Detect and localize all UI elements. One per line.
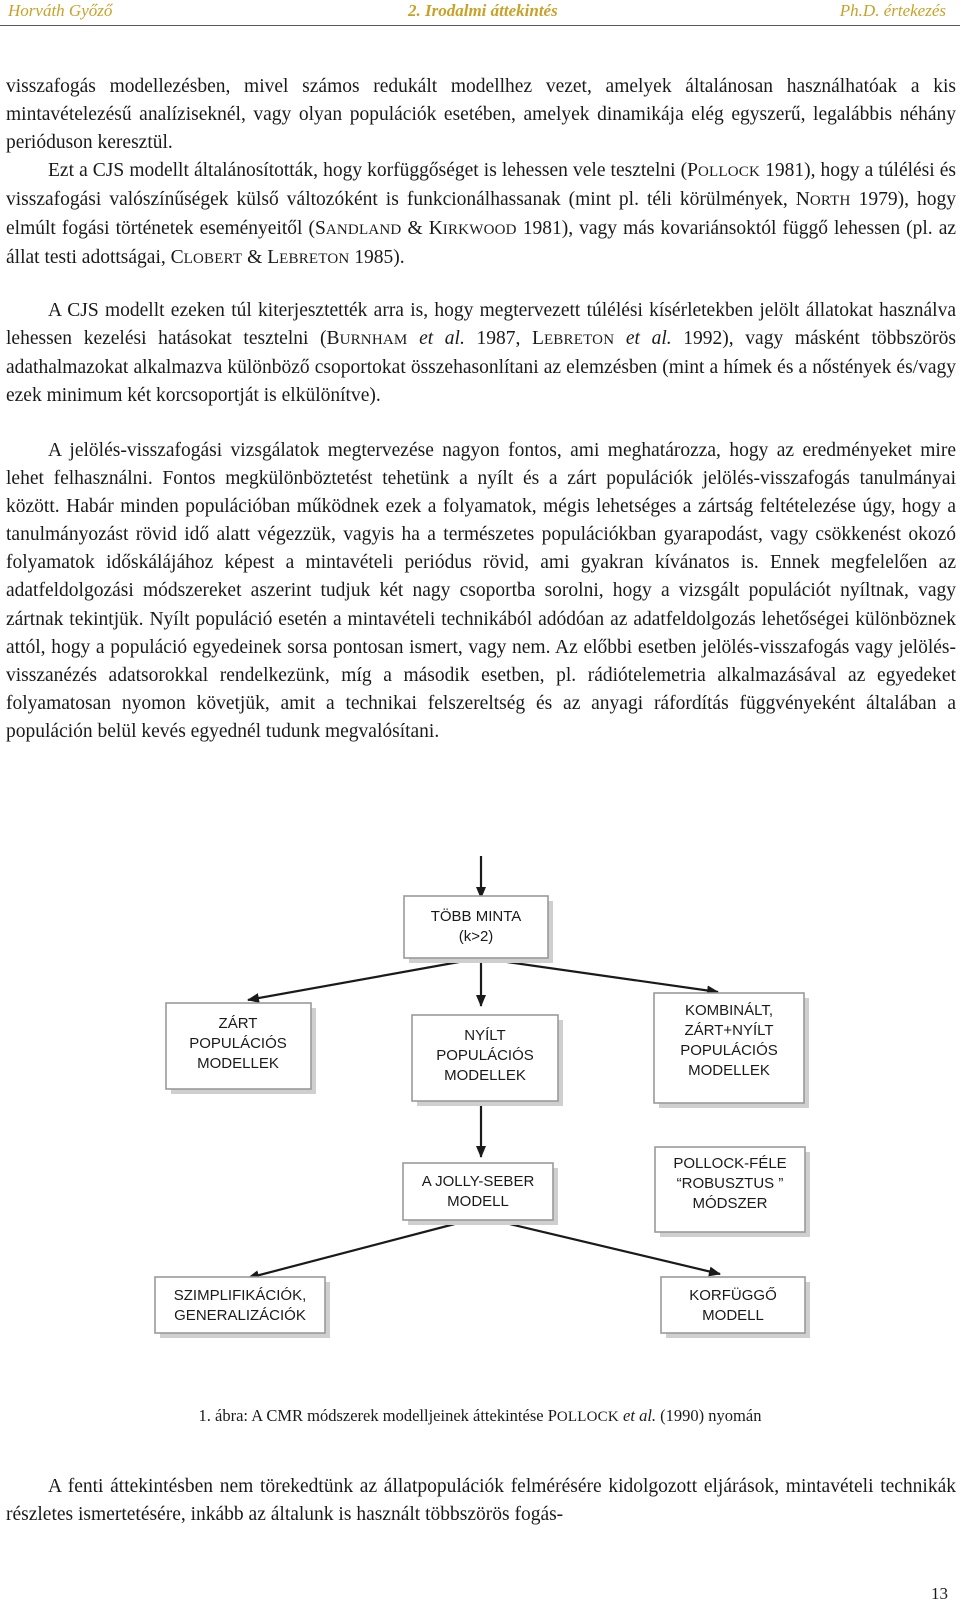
box-szimplifikaciok — [155, 1277, 325, 1333]
label-zart: ZÁRT POPULÁCIÓS MODELLEK — [189, 1015, 287, 1072]
arrow-to-kombinalt — [493, 960, 718, 992]
label-szimplifikaciok: SZIMPLIFIKÁCIÓK, GENERALIZÁCIÓK — [173, 1287, 307, 1324]
box-korfuggo — [661, 1277, 805, 1333]
box-tobb-minta — [404, 896, 548, 958]
header-author: Horváth Győző — [8, 1, 113, 20]
label-korfuggo: KORFÜGGŐ MODELL — [689, 1287, 777, 1324]
label-jolly-seber: A JOLLY-SEBER MODELL — [421, 1173, 535, 1210]
paragraph-2: Ezt a CJS modellt általánosították, hogy korfüggőséget is lehessen vele tesztelni (POLLOCK 1981), hogy a túlélési és visszafogási valószínűségek külső változóként is funkcionálhassanak (mint pl. téli körülmények, NORTH 1979), hogy elmúlt fogási történetek eseményeitől (SANDLAND & KIRKWOOD 1981), vagy más kovariánsoktól függő lehessen (pl. az állat testi adottságai, CLOBERT & LEBRETON 1985). — [6, 160, 957, 269]
header-chapter: 2. Irodalmi áttekintés — [408, 1, 558, 20]
arrow-to-zart — [248, 960, 470, 1000]
box-jolly-seber — [403, 1163, 553, 1220]
paragraph-1: visszafogás modellezésben, mivel számos redukált modellhez vezet, amelyek általánosan használhatóak a kis mintavételezésű analíziseknél, vagy olyan populációk esetében, amelyek dinamikája elég egyszerű, legalábbis néhány perióduson keresztül. — [6, 76, 956, 154]
label-tobb-minta: TÖBB MINTA (k>2) — [430, 908, 522, 945]
cmr-models-diagram — [0, 820, 960, 1350]
label-pollock: POLLOCK-FÉLE “ROBUSZTUS ” MÓDSZER — [673, 1155, 787, 1212]
label-nyilt: NYÍLT POPULÁCIÓS MODELLEK — [436, 1027, 534, 1084]
paragraph-3: A CJS modellt ezeken túl kiterjesztették arra is, hogy megtervezett túlélési kísérletekben jelölt állatokat használva lehessen kezelési hatásokat tesztelni (BURNHAM et al. 1987, LEBRETON et al. 1992), vagy másként többszörös adathalmazokat alkalmazva különböző csoportokat összehasonlítani az elemzésben (mint a hímek és a nőstények és/vagy ezek minimum két korcsoportját is elkülönítve). — [6, 300, 956, 407]
page-number: 13 — [931, 1584, 948, 1603]
header-doc-type: Ph.D. értekezés — [839, 1, 946, 20]
label-kombinalt: KOMBINÁLT, ZÁRT+NYÍLT POPULÁCIÓS MODELLEK — [680, 1002, 778, 1079]
header-rule — [0, 25, 960, 26]
page-header — [0, 0, 960, 26]
paragraph-5: A fenti áttekintésben nem törekedtünk az állatpopulációk felmérésére kidolgozott eljárások, mintavételi technikák részletes ismertetésére, inkább az általunk is használt többszörös fogás- — [6, 1476, 956, 1526]
paragraph-4: A jelölés-visszafogási vizsgálatok megtervezése nagyon fontos, ami meghatározza, hogy az eredményeket mire lehet felhasználni. Fontos megkülönböztetést tehetünk a nyílt és a zárt populációk jelölés-visszafogás tanulmányai között. Habár minden populációban működnek ezek a folyamatok, mégis lehetséges a zártság feltételezése úgy, hogy a tanulmányozást rövid idő alatt végezzük, vagyis ha a természetes populációkban gyarapodást, vagy csökkenést okozó folyamatok időskálájához képest a mintavételi periódus rövid, ami gyakran kívánatos is. Ennek megfelelően az adatfeldolgozási módszereket aszerint tudjuk két nagy csoportba sorolni, hogy a vizsgált populációt nyíltnak, vagy zártnak tekintjük. Nyílt populáció esetén a mintavételi technikából adódóan az adatfeldolgozás lehetőségei különböznek attól, hogy a populáció egyedeinek sorsa pontosan ismert, vagy nem. Az előbbi esetben jelölés-visszafogás vagy jelölés-visszanézés adatsorokkal rendelkezünk, míg a második esetben, pl. rádiótelemetria alkalmazásával az egyedeket folyamatosan nyomon követjük, amit a technikai felszereltség és az anyagi ráfordítás függvényeként általában a populáción belül kevés egyednél tudunk megvalósítani. — [6, 440, 956, 742]
arrow-to-szimplifikaciok — [248, 1220, 470, 1278]
figure-caption: 1. ábra: A CMR módszerek modelljeinek áttekintése POLLOCK et al. (1990) nyomán — [198, 1406, 762, 1425]
